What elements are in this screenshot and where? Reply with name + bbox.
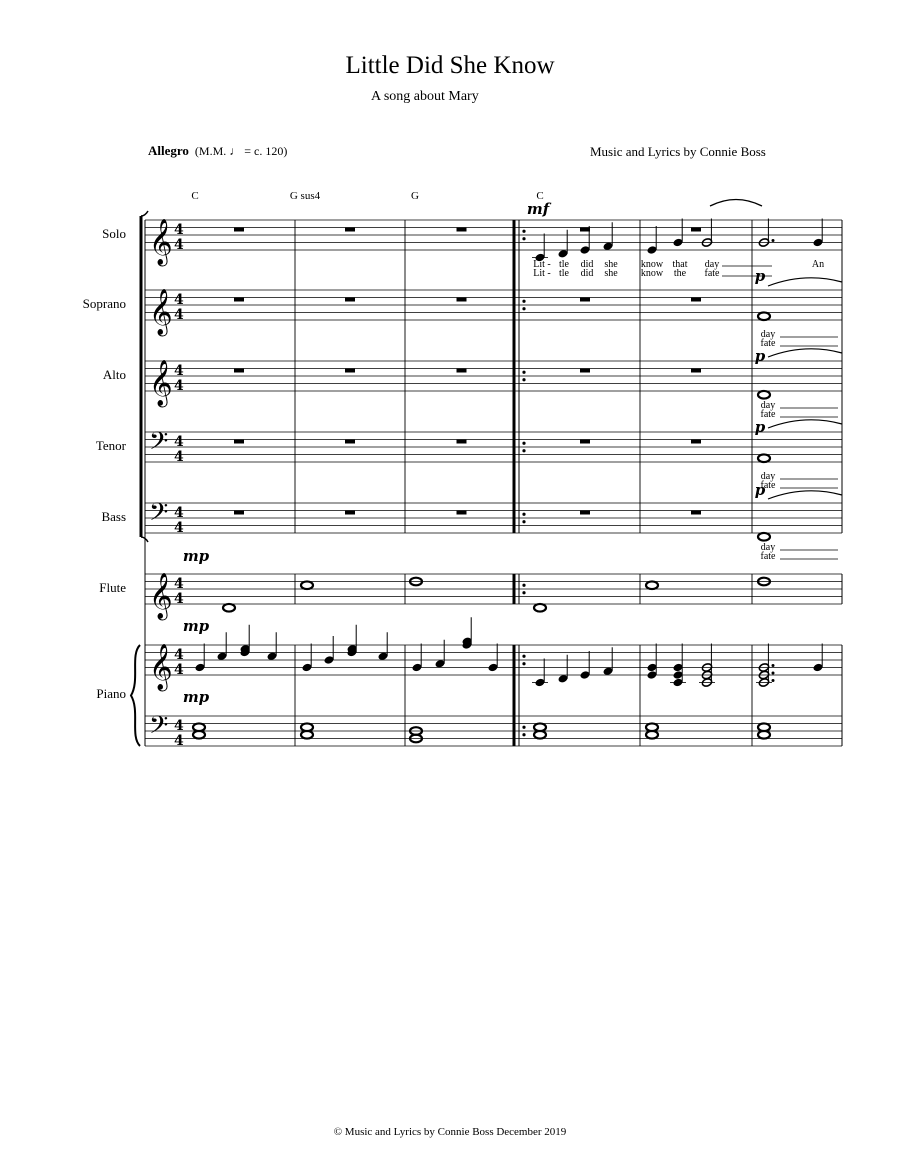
tempo-label: Allegro — [148, 143, 189, 158]
tie — [768, 420, 842, 428]
whole-rest — [691, 511, 701, 515]
tie — [710, 200, 762, 207]
whole-rest — [345, 440, 355, 444]
instrument-name-tenor: Tenor — [95, 438, 126, 453]
whole-rest — [580, 228, 590, 232]
whole-note — [534, 604, 546, 612]
piano-brace — [131, 645, 140, 746]
whole-rest — [580, 369, 590, 373]
lyric-verse2: the — [673, 268, 687, 279]
repeat-dot — [522, 662, 525, 665]
dynamic-piano-right: mp — [182, 617, 210, 635]
whole-rest — [234, 369, 244, 373]
whole-rest — [691, 298, 701, 302]
lyric-verse1: tle — [559, 259, 569, 270]
whole-rest — [691, 228, 701, 232]
treble-clef-icon: 𝄞 — [149, 360, 173, 406]
instrument-name-alto: Alto — [102, 367, 126, 382]
time-signature-denominator: 4 — [174, 378, 184, 394]
composer-credit: Music and Lyrics by Connie Boss — [590, 144, 766, 159]
treble-clef-icon: 𝄞 — [149, 644, 173, 690]
bass-clef-icon: 𝄢 — [149, 498, 169, 533]
whole-rest — [457, 228, 467, 232]
lyric-verse2: she — [604, 268, 618, 279]
dynamic-piano-left: mp — [182, 688, 210, 706]
whole-note — [223, 604, 235, 612]
whole-note — [301, 581, 313, 589]
whole-rest — [345, 511, 355, 515]
augmentation-dot — [772, 679, 775, 682]
lyric-verse2: did — [580, 268, 594, 279]
whole-rest — [457, 298, 467, 302]
repeat-dot — [522, 591, 525, 594]
time-signature-numerator: 4 — [174, 434, 184, 450]
chord-symbol: G sus4 — [289, 190, 321, 202]
time-signature-numerator: 4 — [174, 222, 184, 238]
treble-clef-icon: 𝄞 — [149, 219, 173, 265]
lyric-verse2: tle — [559, 268, 569, 279]
repeat-dot — [522, 733, 525, 736]
whole-rest — [580, 440, 590, 444]
augmentation-dot — [772, 672, 775, 675]
instrument-name-flute: Flute — [99, 580, 126, 595]
tie — [768, 349, 842, 357]
dynamic-choir: p — [754, 418, 766, 436]
repeat-dot — [522, 300, 525, 303]
whole-rest — [457, 440, 467, 444]
whole-note — [646, 581, 658, 589]
time-signature-denominator: 4 — [174, 449, 184, 465]
time-signature-denominator: 4 — [174, 237, 184, 253]
lyric-verse1: did — [580, 259, 594, 270]
chord-symbol: C — [191, 190, 199, 202]
chord-symbol: G — [411, 190, 419, 202]
instrument-name-bass: Bass — [101, 509, 126, 524]
dynamic-flute: mp — [182, 547, 210, 565]
time-signature-denominator: 4 — [174, 662, 184, 678]
repeat-dot — [522, 378, 525, 381]
bass-clef-icon: 𝄢 — [149, 427, 169, 462]
lyric-choir-verse1: day — [760, 329, 776, 340]
lyric-choir-verse2: fate — [760, 551, 776, 562]
treble-clef-icon: 𝄞 — [149, 289, 173, 335]
whole-rest — [345, 228, 355, 232]
lyric-verse1: she — [604, 259, 618, 270]
whole-note — [758, 391, 770, 399]
dynamic-choir: p — [754, 481, 766, 499]
whole-rest — [234, 511, 244, 515]
whole-note — [758, 533, 770, 541]
lyric-verse1: Lit - — [533, 259, 551, 270]
lyric-choir-verse2: fate — [760, 480, 776, 491]
dynamic-choir: p — [754, 347, 766, 365]
lyric-verse1: know — [640, 259, 664, 270]
bracket-hook — [141, 211, 148, 216]
chord-symbol: C — [536, 190, 544, 202]
repeat-dot — [522, 237, 525, 240]
lyric-choir-verse1: day — [760, 542, 776, 553]
lyric-choir-verse1: day — [760, 400, 776, 411]
instrument-name-solo: Solo — [102, 226, 126, 241]
whole-rest — [691, 440, 701, 444]
whole-rest — [345, 298, 355, 302]
lyric-choir-verse2: fate — [760, 338, 776, 349]
whole-rest — [345, 369, 355, 373]
score-subtitle: A song about Mary — [371, 89, 479, 104]
repeat-dot — [522, 513, 525, 516]
repeat-dot — [522, 230, 525, 233]
whole-rest — [457, 511, 467, 515]
time-signature-denominator: 4 — [174, 520, 184, 536]
time-signature-denominator: 4 — [174, 733, 184, 749]
time-signature-denominator: 4 — [174, 591, 184, 607]
whole-rest — [580, 511, 590, 515]
whole-rest — [580, 298, 590, 302]
dynamic-solo: mf — [526, 200, 550, 218]
repeat-dot — [522, 584, 525, 587]
treble-clef-icon: 𝄞 — [149, 573, 173, 619]
lyric-verse2: fate — [704, 268, 720, 279]
copyright-footer: © Music and Lyrics by Connie Boss December 2019 — [333, 1126, 567, 1138]
lyric-verse1: An — [811, 259, 825, 270]
lyric-verse2: know — [640, 268, 664, 279]
augmentation-dot — [772, 664, 775, 667]
metronome-mark: (M.M. ♩ = c. 120) — [194, 144, 288, 158]
repeat-dot — [522, 442, 525, 445]
lyric-choir-verse1: day — [760, 471, 776, 482]
repeat-dot — [522, 655, 525, 658]
time-signature-numerator: 4 — [174, 292, 184, 308]
lyric-choir-verse2: fate — [760, 409, 776, 420]
lyric-verse1: day — [704, 259, 720, 270]
repeat-dot — [522, 449, 525, 452]
repeat-dot — [522, 371, 525, 374]
whole-rest — [691, 369, 701, 373]
time-signature-numerator: 4 — [174, 576, 184, 592]
whole-note — [758, 312, 770, 320]
time-signature-numerator: 4 — [174, 363, 184, 379]
time-signature-numerator: 4 — [174, 505, 184, 521]
lyric-verse1: that — [672, 259, 688, 270]
whole-rest — [234, 440, 244, 444]
whole-rest — [457, 369, 467, 373]
lyric-verse2: Lit - — [533, 268, 551, 279]
time-signature-denominator: 4 — [174, 307, 184, 323]
instrument-name-soprano: Soprano — [82, 296, 126, 311]
repeat-dot — [522, 520, 525, 523]
whole-rest — [234, 298, 244, 302]
whole-rest — [234, 228, 244, 232]
repeat-dot — [522, 307, 525, 310]
bass-clef-icon: 𝄢 — [149, 711, 169, 746]
whole-note — [758, 454, 770, 462]
time-signature-numerator: 4 — [174, 647, 184, 663]
dynamic-choir: p — [754, 267, 766, 285]
repeat-dot — [522, 726, 525, 729]
tie — [768, 278, 842, 286]
augmentation-dot — [772, 239, 775, 242]
time-signature-numerator: 4 — [174, 718, 184, 734]
instrument-name-piano: Piano — [96, 686, 126, 701]
tie — [768, 491, 842, 499]
score-title: Little Did She Know — [345, 52, 555, 79]
